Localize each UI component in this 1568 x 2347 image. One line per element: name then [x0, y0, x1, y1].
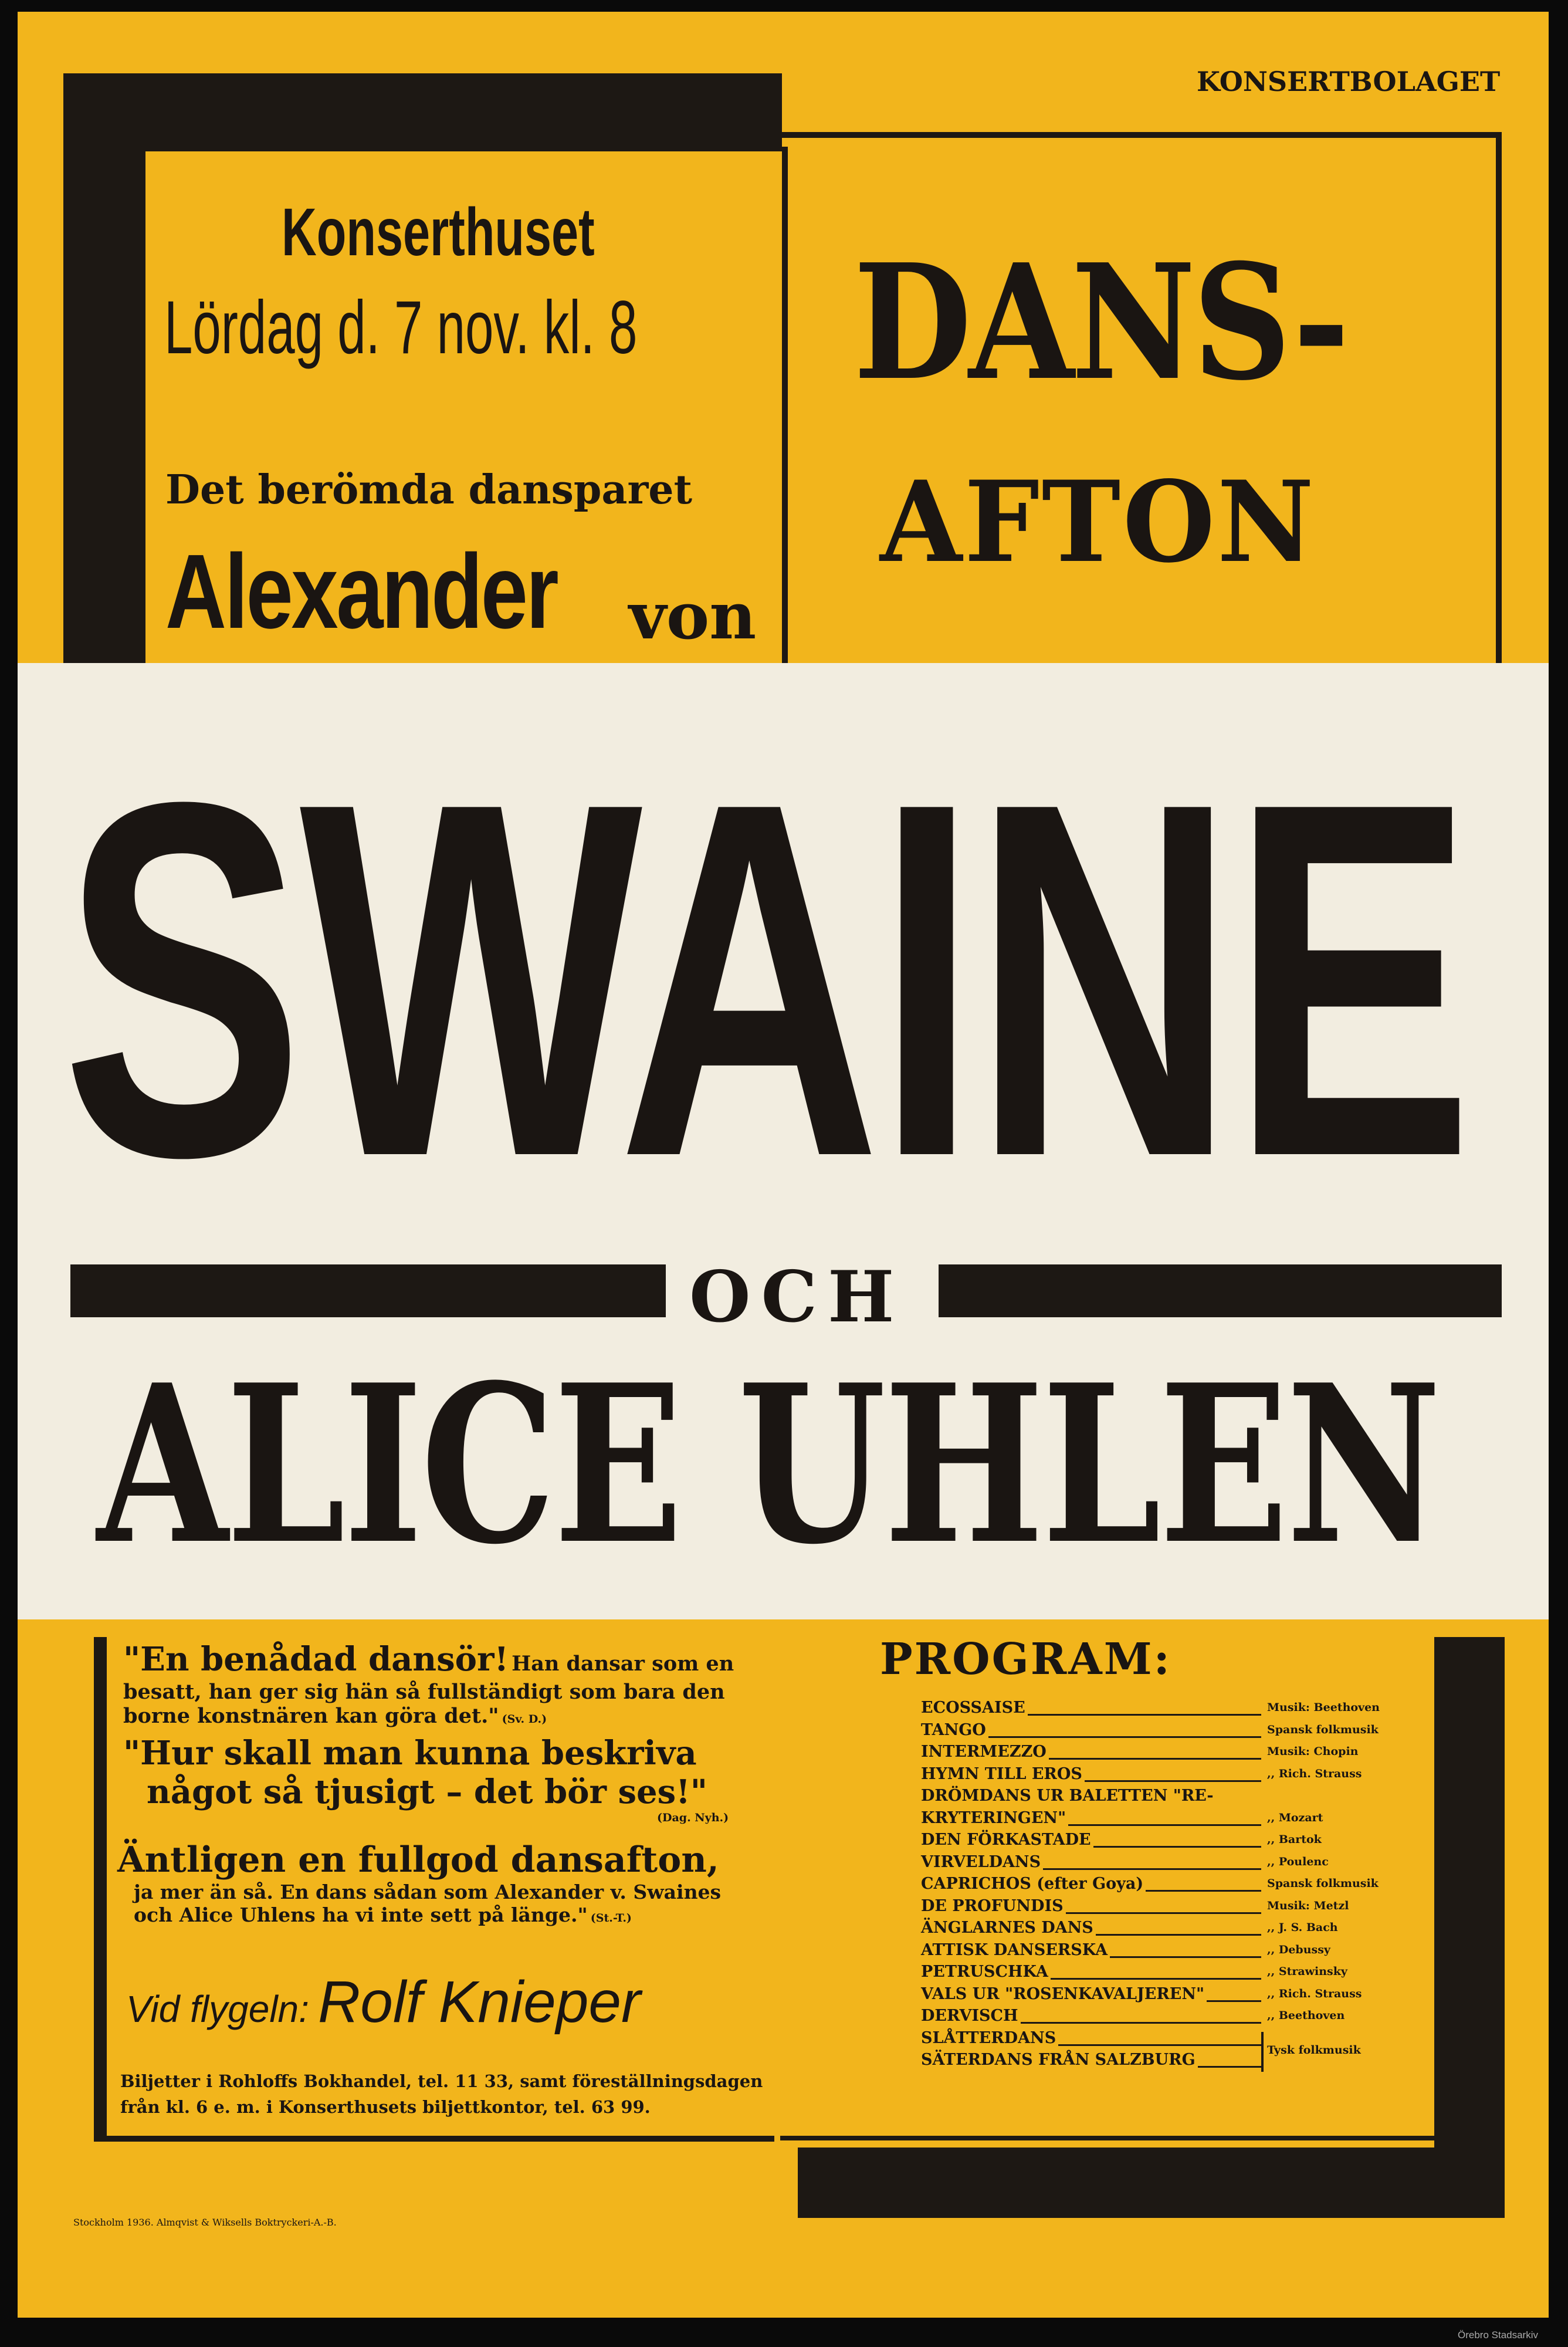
program-row	[921, 1831, 1508, 1853]
review-3	[117, 1839, 804, 1926]
program-row-title: KRYTERINGEN"	[921, 1808, 1066, 1827]
surname-text: SWAINE	[62, 698, 1469, 1262]
organizer-label: KONSERTBOLAGET	[1197, 66, 1501, 97]
och-rule-left	[70, 1264, 666, 1317]
name-von: von	[629, 578, 757, 654]
program-row-leader	[1068, 1824, 1261, 1826]
program-row-leader	[1051, 1978, 1261, 1980]
review-3-source: (St.-T.)	[590, 1912, 632, 1925]
program-row-title: TANGO	[921, 1720, 986, 1739]
review-2-line-a: "Hur skall man kunna beskriva	[123, 1734, 697, 1773]
program-row-title: ÄNGLARNES DANS	[921, 1919, 1093, 1937]
program-row-music: ,, Beethoven	[1267, 2009, 1345, 2022]
program-row-leader	[1093, 1846, 1261, 1848]
frame-bar-top-left	[63, 73, 782, 147]
bottom-frame-thin-line	[780, 2136, 1437, 2140]
program-row-leader	[1066, 1912, 1261, 1914]
review-1-headline: "En benådad dansör!	[123, 1640, 509, 1679]
program-row-leader	[1146, 1890, 1261, 1892]
program-row-title: INTERMEZZO	[921, 1743, 1047, 1761]
title-dans: DANS-	[854, 229, 1347, 415]
program-row	[921, 2029, 1508, 2051]
program-row-music: ,, Rich. Strauss	[1267, 1767, 1362, 1780]
program-row-title: ATTISK DANSERSKA	[921, 1940, 1108, 1959]
frame-line-right-vertical	[1496, 132, 1502, 663]
date-line	[164, 285, 786, 373]
program-row-title: DE PROFUNDIS	[921, 1896, 1064, 1915]
program-row	[921, 1743, 1508, 1765]
program-row-title: SÄTERDANS FRÅN SALZBURG	[921, 2051, 1196, 2069]
program-row	[921, 1875, 1508, 1897]
piano-label: Vid flygeln:	[126, 1988, 309, 2030]
program-row-title: DRÖMDANS UR BALETTEN "RE-	[921, 1787, 1214, 1805]
program-list	[921, 1699, 1449, 2086]
program-row	[921, 2007, 1508, 2029]
name-first: Alexander	[165, 533, 557, 651]
program-row-music: ,, Poulenc	[1267, 1855, 1329, 1868]
program-row-music: Tysk folkmusik	[1267, 2044, 1361, 2057]
program-row-music: ,, Bartok	[1267, 1833, 1322, 1846]
ticket-info	[120, 2071, 795, 2117]
program-row	[921, 1963, 1508, 1985]
program-row	[921, 1919, 1508, 1941]
program-row-leader	[1207, 2000, 1261, 2002]
program-row-title: HYMN TILL EROS	[921, 1764, 1082, 1783]
surname-block	[62, 698, 1511, 1262]
ticket-line-2: från kl. 6 e. m. i Konserthusets biljettkontor, tel. 63 99.	[120, 2097, 651, 2117]
program-row-leader	[1021, 2022, 1261, 2024]
program-row-leader	[1096, 1934, 1261, 1936]
program-row-leader	[1058, 2044, 1261, 2046]
review-2-line-b: något så tjusigt – det bör ses!"	[147, 1773, 707, 1811]
program-row-music: ,, J. S. Bach	[1267, 1921, 1338, 1934]
program-row	[921, 1941, 1508, 1963]
program-row	[921, 1809, 1508, 1831]
program-row-title: SLÅTTERDANS	[921, 2028, 1056, 2047]
piano-credit	[126, 1969, 641, 2036]
program-row-music: Spansk folkmusik	[1267, 1877, 1379, 1890]
program-row-leader	[1043, 1868, 1261, 1870]
program-row-leader	[988, 1736, 1261, 1738]
printer-credit: Stockholm 1936. Almqvist & Wiksells Boktryckeri-A.-B.	[73, 2217, 337, 2228]
review-2	[123, 1734, 798, 1824]
archive-watermark: Örebro Stadsarkiv	[1458, 2329, 1538, 2341]
program-row	[921, 1699, 1508, 1721]
program-row-music: ,, Debussy	[1267, 1943, 1330, 1956]
review-1-text-b: besatt, han ger sig hän så fullständigt som bara den	[123, 1680, 725, 1704]
ticket-line-1: Biljetter i Rohloffs Bokhandel, tel. 11 33, samt föreställningsdagen	[120, 2071, 763, 2091]
review-3-line-b: och Alice Uhlens ha vi inte sett på länge."	[134, 1903, 588, 1926]
program-row-title: DERVISCH	[921, 2007, 1018, 2025]
piano-name: Rolf Knieper	[318, 1969, 641, 2035]
program-row	[921, 1765, 1508, 1787]
program-row-music: Musik: Beethoven	[1267, 1701, 1380, 1714]
program-row	[921, 2044, 1508, 2073]
frame-bar-left-vertical	[63, 73, 140, 663]
program-row	[921, 1985, 1508, 2007]
program-row-title: DEN FÖRKASTADE	[921, 1831, 1091, 1849]
bottom-frame-bottom-line	[94, 2136, 774, 2142]
program-row-music: Spansk folkmusik	[1267, 1723, 1379, 1736]
program-row	[921, 1897, 1508, 1919]
program-row-music: Musik: Metzl	[1267, 1899, 1349, 1912]
date-text: Lördag d. 7 nov. kl. 8	[164, 286, 638, 370]
intro-text: Det berömda dansparet	[165, 466, 692, 513]
program-row-leader	[1049, 1758, 1261, 1760]
program-brace-line	[1261, 2032, 1264, 2072]
review-3-headline: Äntligen en fullgod dansafton,	[117, 1839, 719, 1881]
program-row-music: Musik: Chopin	[1267, 1745, 1359, 1758]
review-2-source: (Dag. Nyh.)	[657, 1811, 729, 1824]
program-row-title: PETRUSCHKA	[921, 1963, 1048, 1981]
review-3-line-a: ja mer än så. En dans sådan som Alexander v. Swaines	[134, 1881, 722, 1903]
frame-line-top-right	[782, 132, 1502, 138]
partner-text: ALICE UHLEN	[97, 1338, 1440, 1592]
program-row-leader	[1198, 2066, 1261, 2068]
review-1-text-a: Han dansar som en	[512, 1652, 734, 1676]
program-row-title: VALS UR "ROSENKAVALJEREN"	[921, 1984, 1205, 2003]
venue-title	[282, 194, 751, 282]
bottom-frame-left-vertical	[94, 1637, 107, 2142]
program-heading: PROGRAM:	[880, 1634, 1171, 1685]
frame-line-inner-left	[140, 147, 145, 663]
review-1	[123, 1640, 798, 1728]
program-row	[921, 1853, 1508, 1875]
program-row-title: CAPRICHOS (efter Goya)	[921, 1875, 1144, 1893]
title-afton: AFTON	[880, 456, 1316, 587]
program-row-title: VIRVELDANS	[921, 1852, 1041, 1871]
program-row	[921, 1721, 1508, 1743]
venue-text: Konserthuset	[282, 195, 595, 270]
bottom-frame-bottom-bar	[798, 2148, 1505, 2218]
och-text: OCH	[689, 1256, 905, 1338]
program-row	[921, 1787, 1508, 1809]
program-row-leader	[1028, 1714, 1261, 1716]
program-row-leader	[1085, 1780, 1261, 1782]
name-line	[165, 531, 787, 654]
program-row-music: ,, Strawinsky	[1267, 1965, 1347, 1978]
review-1-text-c: borne konstnären kan göra det."	[123, 1704, 499, 1728]
program-row-title: ECOSSAISE	[921, 1699, 1025, 1717]
frame-line-inner-top	[140, 147, 782, 151]
program-row-music: ,, Rich. Strauss	[1267, 1987, 1362, 2000]
och-rule-right	[939, 1264, 1502, 1317]
program-row-leader	[1110, 1956, 1261, 1958]
review-1-source: (Sv. D.)	[502, 1713, 547, 1726]
program-row-music: ,, Mozart	[1267, 1811, 1323, 1824]
